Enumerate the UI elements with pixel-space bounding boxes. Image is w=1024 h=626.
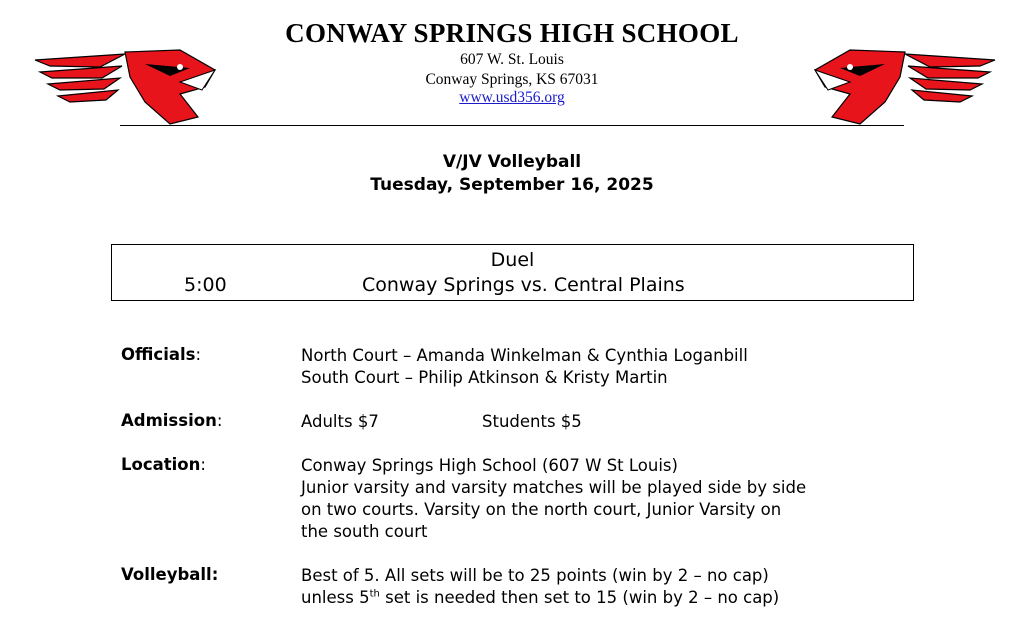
location-line: the south court: [301, 522, 428, 541]
volleyball-rule-line: Best of 5. All sets will be to 25 points (win by 2 – no cap): [301, 566, 769, 585]
admission-prices: [301, 411, 901, 433]
schedule-label: Duel: [490, 249, 535, 271]
volleyball-rules: [301, 565, 901, 609]
officials-label: Officials:: [121, 345, 202, 364]
volleyball-rule-line: unless 5th set is needed then set to 15 (win by 2 – no cap): [301, 588, 780, 607]
schedule-time: 5:00: [184, 274, 227, 296]
official-north: North Court – Amanda Winkelman & Cynthia Loganbill: [301, 346, 748, 365]
schedule-matchup: Conway Springs vs. Central Plains: [362, 274, 685, 296]
event-title: V/JV Volleyball: [442, 152, 582, 172]
address-line-1: 607 W. St. Louis: [460, 51, 564, 68]
admission-adults: Adults $7: [301, 412, 379, 431]
volleyball-label: Volleyball:: [121, 565, 219, 584]
address-line-2: Conway Springs, KS 67031: [425, 71, 599, 88]
location-line: Conway Springs High School (607 W St Louis): [301, 456, 678, 475]
admission-students: Students $5: [482, 412, 582, 431]
school-name: CONWAY SPRINGS HIGH SCHOOL: [285, 18, 739, 48]
officials-list: [301, 345, 901, 389]
admission-label: Admission:: [121, 411, 223, 430]
website-link[interactable]: www.usd356.org: [459, 89, 565, 106]
event-date: Tuesday, September 16, 2025: [370, 175, 654, 195]
location-line: Junior varsity and varsity matches will be played side by side: [301, 478, 807, 497]
location-line: on two courts. Varsity on the north court, Junior Varsity on: [301, 500, 782, 519]
location-label: Location:: [121, 455, 206, 474]
location-details: [301, 455, 901, 543]
official-south: South Court – Philip Atkinson & Kristy Martin: [301, 368, 668, 387]
header-divider: [120, 125, 904, 126]
schedule-box: [111, 244, 914, 301]
